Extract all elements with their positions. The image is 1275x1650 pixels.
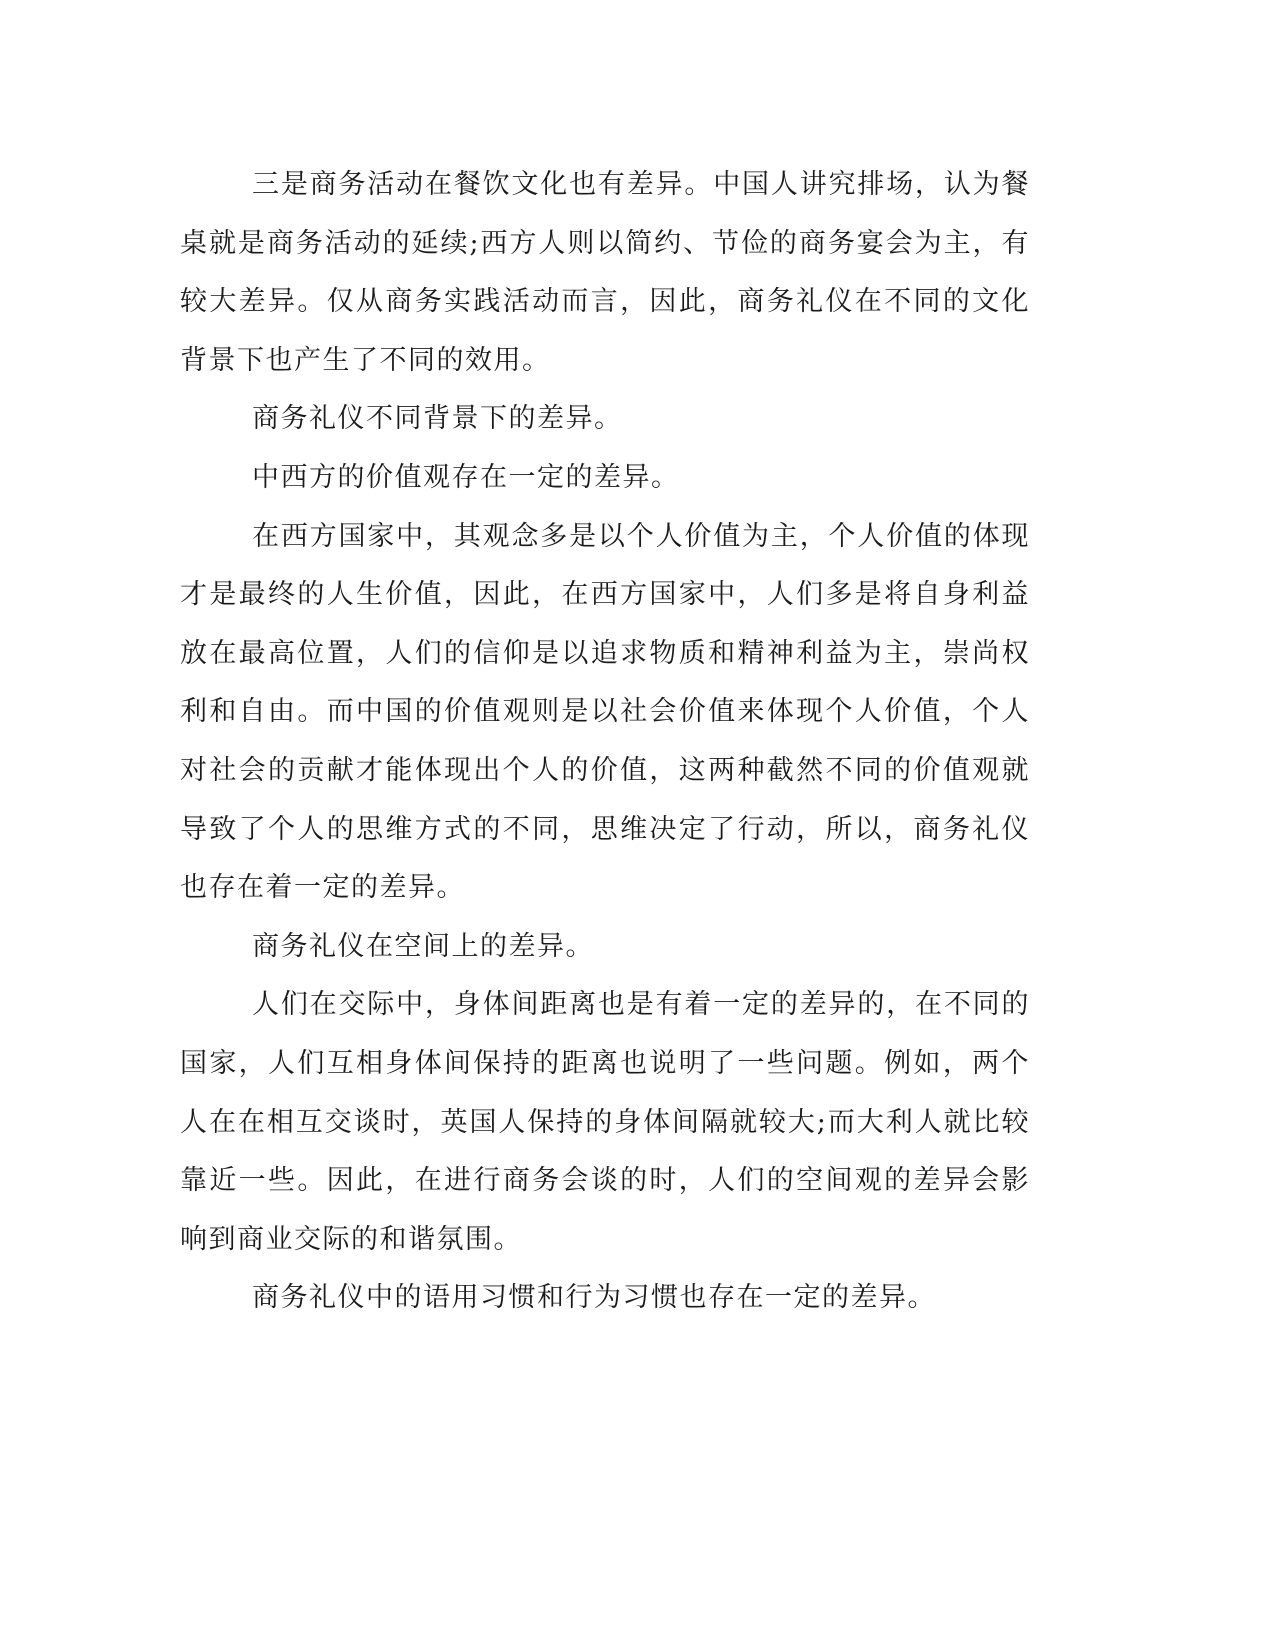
heading-language-behavior: 商务礼仪中的语用习惯和行为习惯也存在一定的差异。 (252, 1282, 936, 1314)
heading-space-differences: 商务礼仪在空间上的差异。 (252, 930, 594, 962)
paragraph-values: 在西方国家中，其观念多是以个人价值为主，个人价值的体现才是最终的人生价值，因此，在西方国家中，人们多是将自身利益放在最高位置，人们的信仰是以追求物质和精神利益为主，崇尚权利和自由。而中国的价值观则是以社会价值来体现个人价值，个人对社会的贡献才能体现出个人的价值，这两种截然不同的价值观就导致了个人的思维方式的不同，思维决定了行动，所以，商务礼仪也存在着一定的差异。 (180, 520, 1030, 904)
heading-background-differences: 商务礼仪不同背景下的差异。 (252, 403, 623, 435)
heading-values-differences: 中西方的价值观存在一定的差异。 (252, 461, 680, 493)
paragraph-space: 人们在交际中，身体间距离也是有着一定的差异的，在不同的国家，人们互相身体间保持的距离也说明了一些问题。例如，两个人在在相互交谈时，英国人保持的身体间隔就较大;而大利人就比较靠近一些。因此，在进行商务会谈的时，人们的空间观的差异会影响到商业交际的和谐氛围。 (180, 989, 1030, 1255)
document-body (180, 156, 1030, 1328)
paragraph-dining-culture: 三是商务活动在餐饮文化也有差异。中国人讲究排场，认为餐桌就是商务活动的延续;西方人则以简约、节俭的商务宴会为主，有较大差异。仅从商务实践活动而言，因此，商务礼仪在不同的文化背景下也产生了不同的效用。 (180, 169, 1030, 376)
